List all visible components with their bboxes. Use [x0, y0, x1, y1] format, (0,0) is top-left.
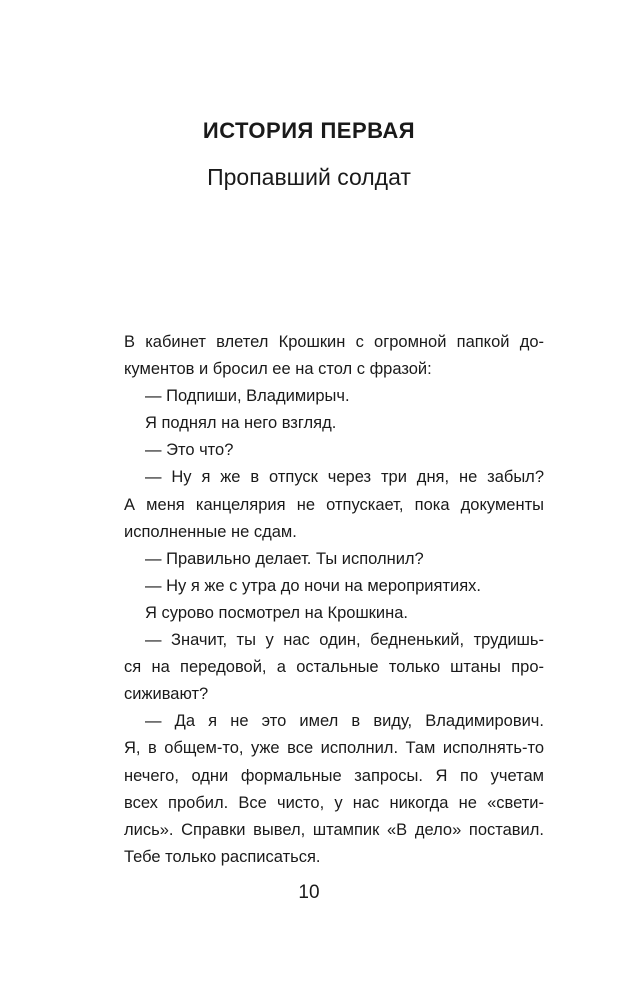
chapter-subtitle: Пропавший солдат: [207, 164, 411, 190]
text-line: А меня канцелярия не отпускает, пока документы: [124, 495, 544, 514]
text-line: В кабинет влетел Крошкин с огромной папкой до-: [124, 333, 544, 351]
text-line: ся на передовой, а остальные только штаны про-: [124, 658, 544, 677]
text-line: — Ну я же с утра до ночи на мероприятиях.: [145, 576, 481, 595]
text-line: — Значит, ты у нас один, бедненький, трудишь-: [145, 631, 544, 650]
text-line: Я сурово посмотрел на Крошкина.: [145, 603, 408, 622]
text-line: — Это что?: [145, 441, 234, 460]
text-line: — Ну я же в отпуск через три дня, не забыл?: [145, 468, 544, 487]
text-line: Я, в общем-то, уже все исполнил. Там исполнять-то: [124, 739, 544, 758]
text-line: всех пробил. Все чисто, у нас никогда не «свети-: [124, 793, 544, 812]
page-number: 10: [298, 882, 320, 903]
text-line: исполненные не сдам.: [124, 522, 297, 541]
text-line: Тебе только расписаться.: [124, 847, 321, 866]
chapter-heading: ИСТОРИЯ ПЕРВАЯ: [202, 118, 416, 143]
text-line: сиживают?: [124, 685, 209, 704]
text-line: — Да я не это имел в виду, Владимирович.: [145, 712, 544, 731]
text-line: Я поднял на него взгляд.: [145, 414, 337, 433]
text-line: лись». Справки вывел, штампик «В дело» поставил.: [124, 820, 544, 839]
text-line: кументов и бросил ее на стол с фразой:: [124, 360, 432, 379]
text-line: — Правильно делает. Ты исполнил?: [145, 549, 424, 568]
body-text: [124, 329, 544, 871]
text-line: нечего, одни формальные запросы. Я по учетам: [124, 766, 544, 785]
text-line: — Подпиши, Владимирыч.: [145, 387, 350, 406]
